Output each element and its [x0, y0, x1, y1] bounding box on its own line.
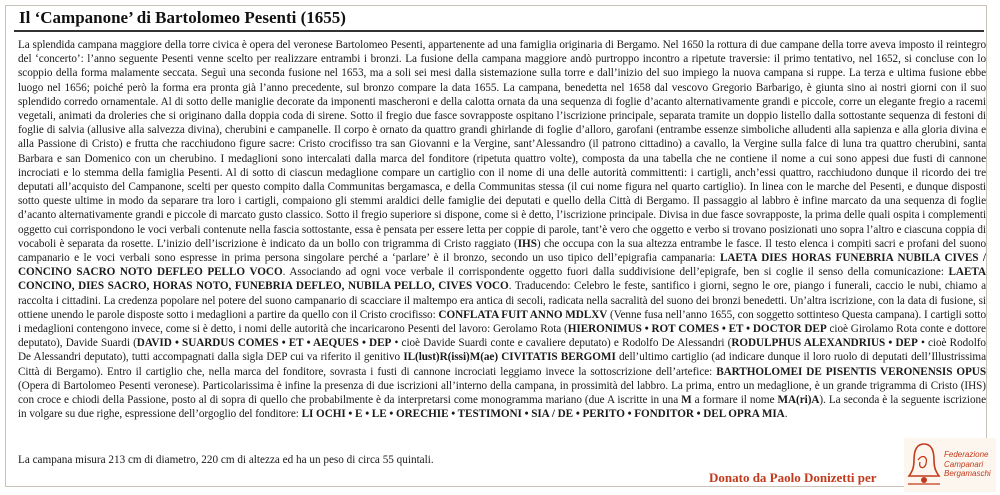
inscription-text: MA(ri)A	[777, 394, 820, 407]
bell-icon	[904, 438, 944, 492]
inscription-text: RODULPHUS ALEXANDRIUS • DEP	[731, 337, 918, 350]
inscription-text: CONFLATA FUIT ANNO MDLXV	[438, 308, 608, 321]
body-text-segment: dell’ultimo cartiglio (ad indicare dunque il loro ruolo di deputati dell’Illustrissima Città di Bergamo). Entro il cartiglio che, nella marca del fonditore, sovrasta i fusti di cannone incrociati leggiamo invece la sottoscrizione dell’artefice:	[18, 351, 987, 378]
inscription-text: LAETA CONCINO, DIES SACRO, HORAS NOTO, FUNEBRIA DEFLEO, NUBILA PELLO, CIVES VOCO	[18, 266, 986, 293]
inscription-text: HIERONIMUS • ROT COMES • ET • DOCTOR DEP	[567, 323, 827, 336]
donation-credit: Donato da Paolo Donizetti per	[709, 470, 877, 485]
body-text-segment: (Opera di Bartolomeo Pesenti veronese). Particolarissima è infine la presenza di due iscrizioni all’interno della campana, in prossimità del labbro. La prima, entro un medaglione, è un grande trigramma di Cristo (IHS) con croce e chiodi della Passione, posto al di sopra di quello che probabilmente è da interpretarsi come monogramma mariano (due A iscritte in una	[18, 379, 986, 407]
inscription-text: M	[681, 394, 692, 407]
inscription-text: LAETA DIES HORAS FUNEBRIA NUBILA CIVES / CONCINO SACRO NOTO DEFLEO PELLO VOCO	[18, 252, 986, 279]
body-text-segment: cioè Girolamo Rota conte e dottore deputato), Davide Suardi (	[18, 323, 986, 350]
body-text-segment: ). La seconda è la seguente iscrizione in volgare su due righe, espressione dell’orgoglio del fonditore:	[18, 394, 986, 421]
inscription-text: DAVID • SUARDUS COMES • ET • AEQUES • DEP	[136, 337, 392, 350]
body-text-segment: • cioè Davide Suardi conte e cavaliere deputato) e Rodolfo De Alessandri (	[391, 337, 732, 350]
body-paragraph	[18, 38, 986, 421]
body-text-segment: • cioè Rodolfo De Alessandri deputato), tutti accompagnati dalla sigla DEP cui va riferito il genitivo	[18, 337, 986, 364]
body-text-segment: La splendida campana maggiore della torre civica è opera del veronese Bartolomeo Pesenti, appartenente ad una famiglia originaria di Bergamo. Nel 1650 la rottura di due campane della torre aveva imposto il reintegro del ‘concerto’: l’anno seguente Pesenti venne scelto per realizzare entrambi i bronzi. La fusione della campana maggiore andò purtroppo incontro a ripetute traversie: il primo tentativo, nel 1652, si concluse con lo scoppio della forma malamente seccata. Seguì una seconda fusione nel 1653, ma a soli sei mesi dalla sistemazione sulla torre e dall’inizio del suo impiego la nuova campana si ruppe. La terza e ultima fusione ebbe luogo nel 1656; poiché però la forma era pronta già l’anno precedente, sul bronzo compare la data 1655. La campana, benedetta nel 1658 dal vescovo Gregorio Barbarigo, è giunta sino ai nostri giorni con il suo splendido corredo ornamentale. Al di sotto delle maniglie decorate da imponenti mascheroni e della calotta ornata da una sequenza di foglie d’acanto alternativamente grandi e piccole, corre un elegante fregio a racemi vegetali, animati da droleries che si originano dalla doppia coda di sirene. Sotto il fregio due fasce sovrapposte ospitano l’iscrizione principale, separata tramite un doppio listello dalla sottostante sequenza di festoni di foglie di salvia (allusive alla salvezza divina), cherubini e campanelle. Il corpo è ornato da quattro grandi ghirlande di foglie d’alloro, garofani (entrambe essenze simboliche alludenti alla sapienza e alla gloria divina e alla Passione di Cristo) e frutta che racchiudono figure sacre: Cristo crocifisso tra san Giovanni e la Vergine, sant’Alessandro (il patrono cittadino) a cavallo, la Vergine sulla falce di luna tra quattro cherubini, santa Barbara e san Domenico con un cherubino. I medaglioni sono intercalati dalla marca del fonditore (ripetuta quattro volte), composta da una tabella che ne contiene il nome a cui sono appesi due fusti di cannone incrociati e lo stemma della famiglia Pesenti. Al di sotto di ciascun medaglione compare un cartiglio con il nome di una delle autorità committenti: i cartigli, anch’essi quattro, racchiudono dunque il ricordo dei tre deputati all’acquisto del Campanone, scelti per questo compito dalla Communitas bergamasca, e della Communitas stessa (il cui nome figura nel quarto cartiglio). In linea con le marche del Pesenti, e dunque disposti sotto queste ultime in modo da separare tra loro i cartigli, compaiono gli stemmi araldici delle famiglie dei deputati e quello della Città di Bergamo. Il passaggio al labbro è infine marcato da una sequenza di foglie d’acanto alternativamente grandi e piccole di marcato gusto classico. Sotto il fregio superiore si dispone, come si è detto, l’iscrizione principale. Divisa in due fasce sovrapposte, la prima delle quali ospita i complementi oggetto cui corrispondono le voci verbali contenute nella fascia sottostante, essa è pensata per essere letta per coppie di parole, tant’è vero che oggetto e verbo si trovano posizionati uno sopra l’altro e ciascuna coppia di vocaboli è separata da rosette. L’inizio dell’iscrizione è indicato da un bollo con trigramma di Cristo raggiato (	[18, 39, 986, 250]
federation-logo-text: Federazione Campanari Bergamaschi	[944, 450, 991, 478]
inscription-text: LI OCHI • E • LE • ORECHIE • TESTIMONI • SIA / DE • PERITO • FONDITOR • DEL OPRA MIA	[301, 408, 785, 421]
body-text-segment: ) che occupa con la sua altezza entrambe le fasce. Il testo elenca i compiti sacri e profani del suono campanario e le voci verbali sono espresse in prima persona singolare perché a ‘parlare’ è il bronzo, secondo un uso tipico dell’epigrafia campanaria:	[18, 237, 986, 265]
body-text-segment: . Associando ad ogni voce verbale il corrispondente oggetto fuori dalla suddivisione dell’epigrafe, ben si coglie il senso della comunicazione:	[282, 266, 949, 279]
body-text-segment: a formare il nome	[691, 394, 778, 407]
inscription-text: IHS	[517, 237, 537, 250]
title-divider	[14, 30, 984, 32]
page-title: Il ‘Campanone’ di Bartolomeo Pesenti (1655)	[19, 8, 346, 27]
federation-logo	[904, 438, 996, 492]
inscription-text: IL(lust)R(issi)M(ae) CIVITATIS BERGOMI	[403, 351, 616, 364]
dimensions-line: La campana misura 213 cm di diametro, 220 cm di altezza ed ha un peso di circa 55 quintali.	[18, 454, 434, 466]
body-text-segment: .	[784, 408, 788, 421]
body-text-segment: (Venne fusa nell’anno 1655, con soggetto sottinteso Questa campana). I cartigli sotto i medaglioni contengono invece, come si è detto, i nomi delle autorità che incaricarono Pesenti del lavoro: Gerolamo Rota (	[18, 308, 986, 336]
inscription-text: BARTHOLOMEI DE PISENTIS VERONENSIS OPUS	[716, 365, 987, 378]
body-text-segment: . Traducendo: Celebro le feste, santifico i giorni, segno le ore, piango i funerali, caccio le nubi, chiamo a raccolta i cittadini. La credenza popolare nel potere del suono campanario di scacciare il maltempo era antica di secoli, radicata nella sacralità del suono dei bronzi benedetti. Un’altra iscrizione, con la data di fusione, si ottiene unendo le parole disposte sotto i medaglioni a partire da quello con il Cristo crocifisso:	[18, 280, 986, 321]
